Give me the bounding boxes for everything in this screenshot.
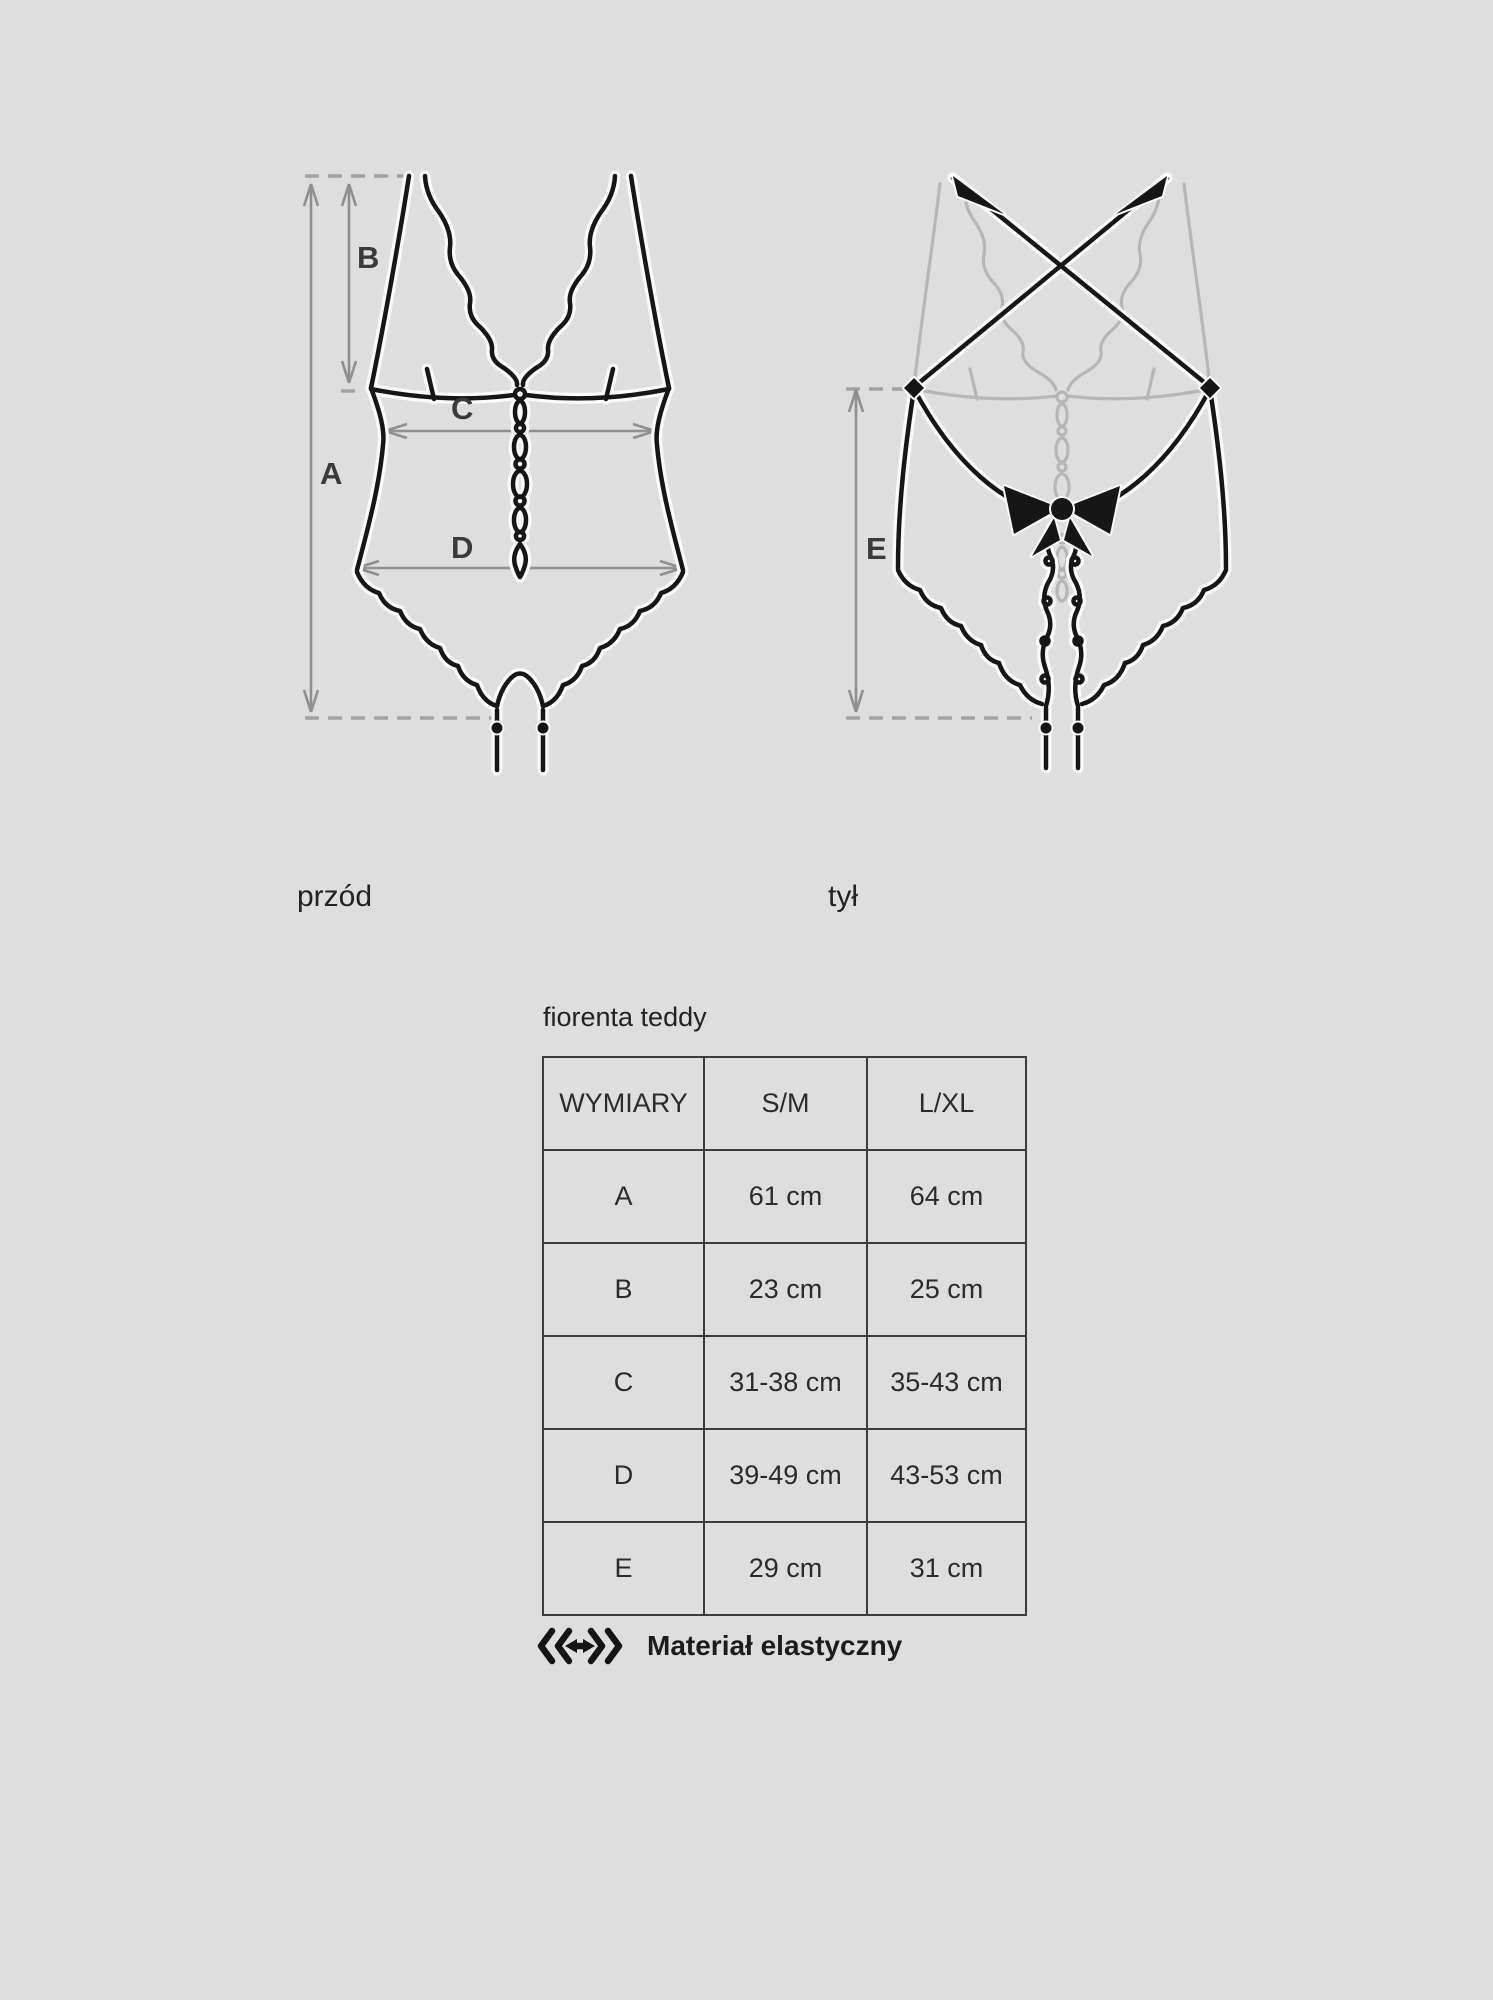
line-halos: [357, 176, 1226, 770]
dimension-a-arrow: [304, 184, 318, 712]
elastic-material-note: [537, 1626, 902, 1666]
back-strap-tip-right: [1116, 176, 1167, 214]
cell-dimension: E: [543, 1522, 704, 1615]
dimension-b-arrow: [342, 184, 356, 383]
cell-dimension: A: [543, 1150, 704, 1243]
dimension-b-label: B: [357, 240, 380, 275]
front-view-drawing: [357, 176, 683, 770]
back-view-ghost-lines: [914, 184, 1210, 601]
table-row-e: [543, 1522, 1026, 1615]
cell-sm: 23 cm: [704, 1243, 867, 1336]
header-wymiary: WYMIARY: [543, 1057, 704, 1150]
cell-lxl: 31 cm: [867, 1522, 1026, 1615]
size-table-header-row: [543, 1057, 1026, 1150]
table-row-b: [543, 1243, 1026, 1336]
dimension-c-label: C: [451, 391, 474, 426]
elastic-stretch-icon: [537, 1626, 623, 1666]
cell-dimension: B: [543, 1243, 704, 1336]
header-lxl: L/XL: [867, 1057, 1026, 1150]
dimension-e-arrow: [849, 390, 863, 712]
back-strap-tip-left: [953, 176, 1004, 214]
size-table: [542, 1056, 1027, 1616]
table-row-d: [543, 1429, 1026, 1522]
cell-lxl: 64 cm: [867, 1150, 1026, 1243]
front-view-label: przód: [297, 880, 373, 913]
header-sm: S/M: [704, 1057, 867, 1150]
cell-sm: 31-38 cm: [704, 1336, 867, 1429]
cell-sm: 39-49 cm: [704, 1429, 867, 1522]
dimension-d-label: D: [451, 530, 474, 565]
back-view-label: tył: [828, 880, 858, 913]
cell-lxl: 25 cm: [867, 1243, 1026, 1336]
cell-sm: 29 cm: [704, 1522, 867, 1615]
cell-dimension: C: [543, 1336, 704, 1429]
cell-sm: 61 cm: [704, 1150, 867, 1243]
front-string-bead-right: [538, 723, 549, 734]
back-string-bead-left: [1041, 723, 1052, 734]
dimension-e-label: E: [866, 531, 887, 566]
cell-dimension: D: [543, 1429, 704, 1522]
cell-lxl: 35-43 cm: [867, 1336, 1026, 1429]
dimension-a-label: A: [320, 456, 343, 491]
back-string-bead-right: [1073, 723, 1084, 734]
cell-lxl: 43-53 cm: [867, 1429, 1026, 1522]
table-row-c: [543, 1336, 1026, 1429]
size-table-title: fiorenta teddy: [543, 1002, 707, 1032]
front-string-bead-left: [492, 723, 503, 734]
table-row-a: [543, 1150, 1026, 1243]
elastic-material-text: Materiał elastyczny: [647, 1630, 903, 1661]
